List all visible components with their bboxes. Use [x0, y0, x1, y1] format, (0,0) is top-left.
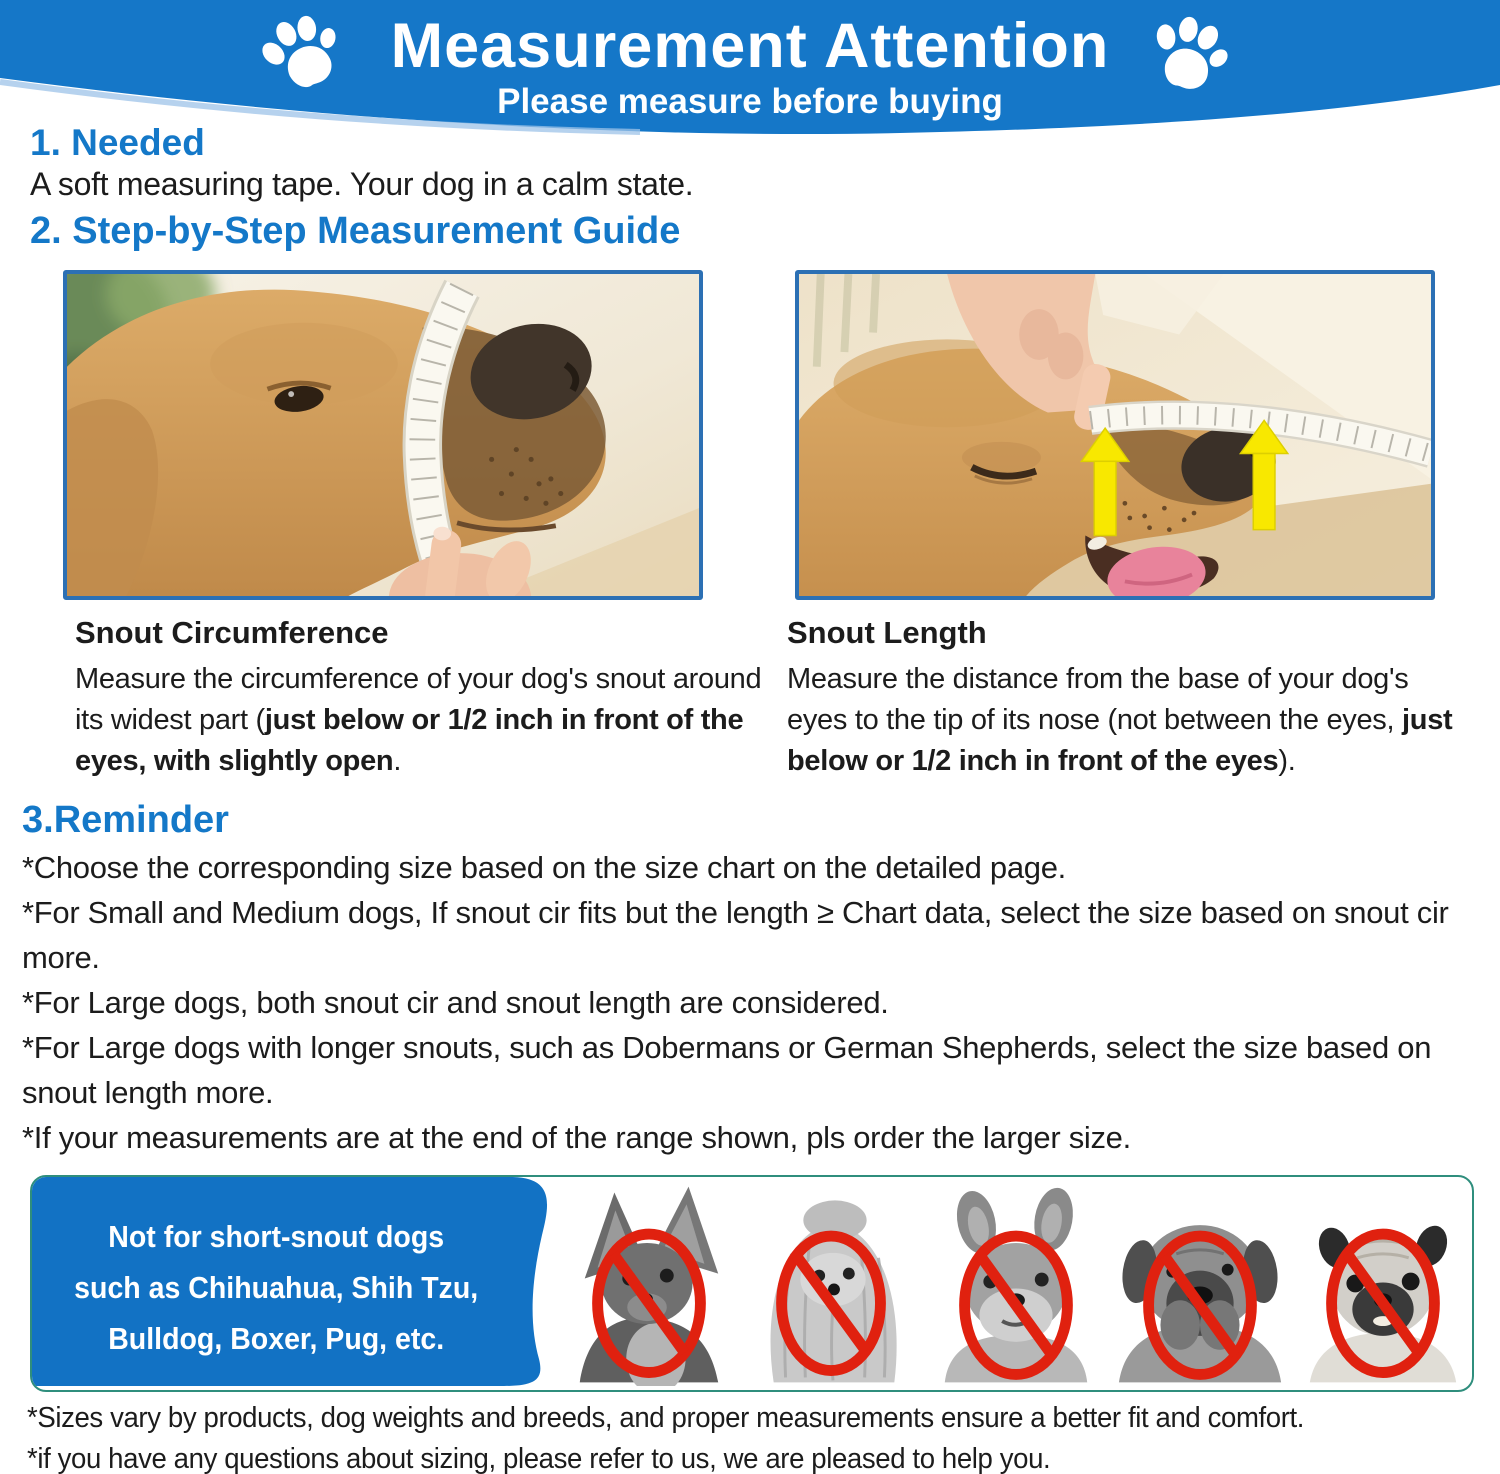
section-reminder-heading: 3.Reminder [22, 799, 229, 841]
prohibited-dogs-row [560, 1181, 1472, 1386]
pug-image [1294, 1181, 1472, 1386]
french-bulldog-image [927, 1181, 1105, 1386]
footer-note: *Sizes vary by products, dog weights and breeds, and proper measurements ensure a better fit and comfort. [27, 1402, 1305, 1434]
section-needed-heading: 1. Needed [30, 122, 205, 163]
caption-title: Snout Circumference [75, 615, 389, 650]
caption-body: Measure the distance from the base of your dog's eyes to the tip of its nose (not between the eyes, just below or 1/2 inch in front of the eyes). [787, 663, 1453, 777]
caption-body: Measure the circumference of your dog's snout around its widest part (just below or 1/2 inch in front of the eyes, with slightly open. [75, 663, 762, 777]
snout-circumference-caption [75, 615, 763, 782]
caption-title: Snout Length [787, 615, 987, 650]
section-needed-body: A soft measuring tape. Your dog in a calm state. [30, 166, 694, 202]
reminder-list [22, 845, 1484, 1160]
short-snout-warning-box [30, 1175, 1474, 1392]
warning-text: Not for short-snout dogs such as Chihuahua, Shih Tzu, Bulldog, Boxer, Pug, etc. [74, 1219, 479, 1356]
mastiff-image [1111, 1181, 1289, 1386]
page-title: Measurement Attention [390, 11, 1110, 81]
reminder-item: *For Large dogs, both snout cir and snout length are considered. [22, 985, 889, 1020]
reminder-item: *If your measurements are at the end of the range shown, pls order the larger size. [22, 1120, 1131, 1155]
footer-note: *if you have any questions about sizing, please refer to us, we are pleased to help you. [27, 1443, 1051, 1474]
snout-circumference-photo [63, 270, 703, 600]
reminder-item: *For Small and Medium dogs, If snout cir fits but the length ≥ Chart data, select the size based on snout cir more. [22, 895, 1449, 975]
shih-tzu-image [744, 1181, 922, 1386]
page-subtitle: Please measure before buying [497, 82, 1003, 121]
reminder-item: *For Large dogs with longer snouts, such as Dobermans or German Shepherds, select the size based on snout length more. [22, 1030, 1432, 1110]
snout-length-photo [795, 270, 1435, 600]
chihuahua-image [560, 1181, 738, 1386]
section-guide-heading: 2. Step-by-Step Measurement Guide [30, 210, 681, 252]
snout-length-caption [787, 615, 1475, 782]
footer-notes [27, 1398, 1493, 1474]
reminder-item: *Choose the corresponding size based on the size chart on the detailed page. [22, 850, 1066, 885]
